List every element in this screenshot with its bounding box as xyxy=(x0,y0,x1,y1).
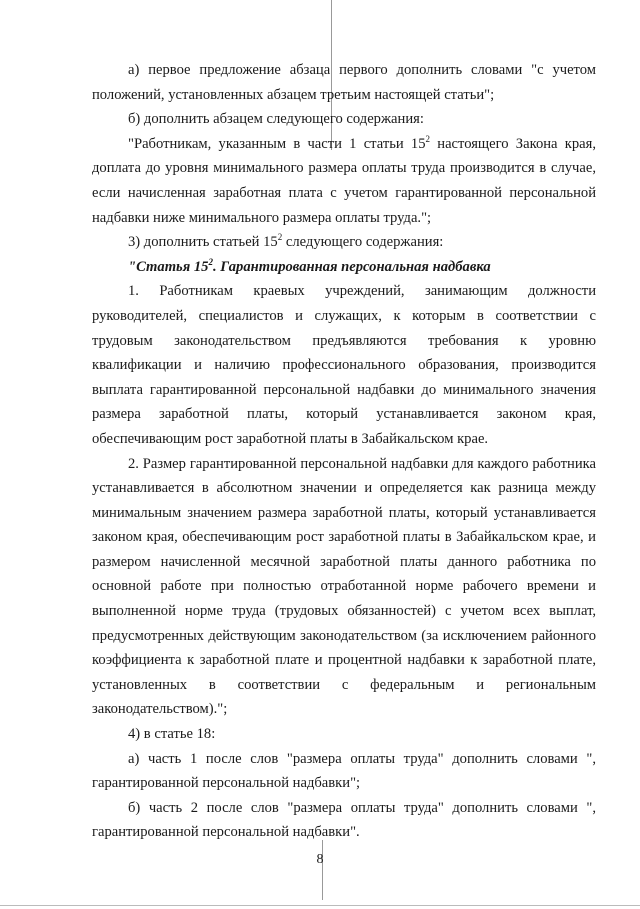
paragraph-text: следующего содержания: xyxy=(282,234,444,251)
superscript: 2 xyxy=(277,232,283,243)
article-title xyxy=(92,255,596,280)
scan-artifact-line xyxy=(322,840,323,900)
paragraph: б) часть 2 после слов "размера оплаты труда" дополнить словами ", гарантированной персональной надбавки". xyxy=(92,799,596,841)
paragraph xyxy=(92,230,596,255)
title-text: "Статья 15 xyxy=(128,258,209,275)
paragraph: 1. Работникам краевых учреждений, занимающим должности руководителей, специалистов и служащих, к которым в соответствии с трудовым законодательством предъявляются требования к уровню квалификации и наличию профессионального образования, производится выплата гарантированной персональной надбавки до минимального значения размера заработной платы, который устанавливается законом края, обеспечивающим рост заработной платы в Забайкальском крае. xyxy=(92,283,596,447)
paragraph: б) дополнить абзацем следующего содержания: xyxy=(128,111,424,128)
paragraph: 2. Размер гарантированной персональной надбавки для каждого работника устанавливается в абсолютном значении и определяется как разница между минимальным значением размера заработной платы, который устанавливается законом края, обеспечивающим рост заработной платы в Забайкальском крае, и размером начисленной месячной заработной платы данного работника по основной работе при полностью отработанной норме рабочего времени и выполненной норме труда (трудовых обязанностей) с учетом всех выплат, предусмотренных действующим законодательством (за исключением районного коэффициента к заработной плате и процентной надбавки к заработной плате, установленных в соответствии с федеральным и региональным законодательством)."; xyxy=(92,455,596,718)
document-page xyxy=(92,58,596,845)
title-text: . Гарантированная персональная надбавка xyxy=(212,258,491,275)
superscript: 2 xyxy=(208,256,213,267)
scan-artifact-line xyxy=(0,905,640,906)
paragraph: а) первое предложение абзаца первого дополнить словами "с учетом положений, установленных абзацем третьим настоящей статьи"; xyxy=(92,62,596,103)
page-number: 8 xyxy=(316,852,324,867)
paragraph-text: настоящего Закона края, доплата до уровня минимального размера оплаты труда производится в случае, если начисленная заработная плата с учетом гарантированной персональной надбавки ниже минимального размера оплаты труда."; xyxy=(92,135,596,226)
superscript: 2 xyxy=(425,133,431,144)
paragraph-text: "Работникам, указанным в части 1 статьи 15 xyxy=(128,135,426,152)
paragraph-text: 3) дополнить статьей 15 xyxy=(128,234,278,251)
paragraph: 4) в статье 18: xyxy=(128,726,216,743)
paragraph xyxy=(92,132,596,230)
paragraph: а) часть 1 после слов "размера оплаты труда" дополнить словами ", гарантированной персональной надбавки"; xyxy=(92,750,596,792)
